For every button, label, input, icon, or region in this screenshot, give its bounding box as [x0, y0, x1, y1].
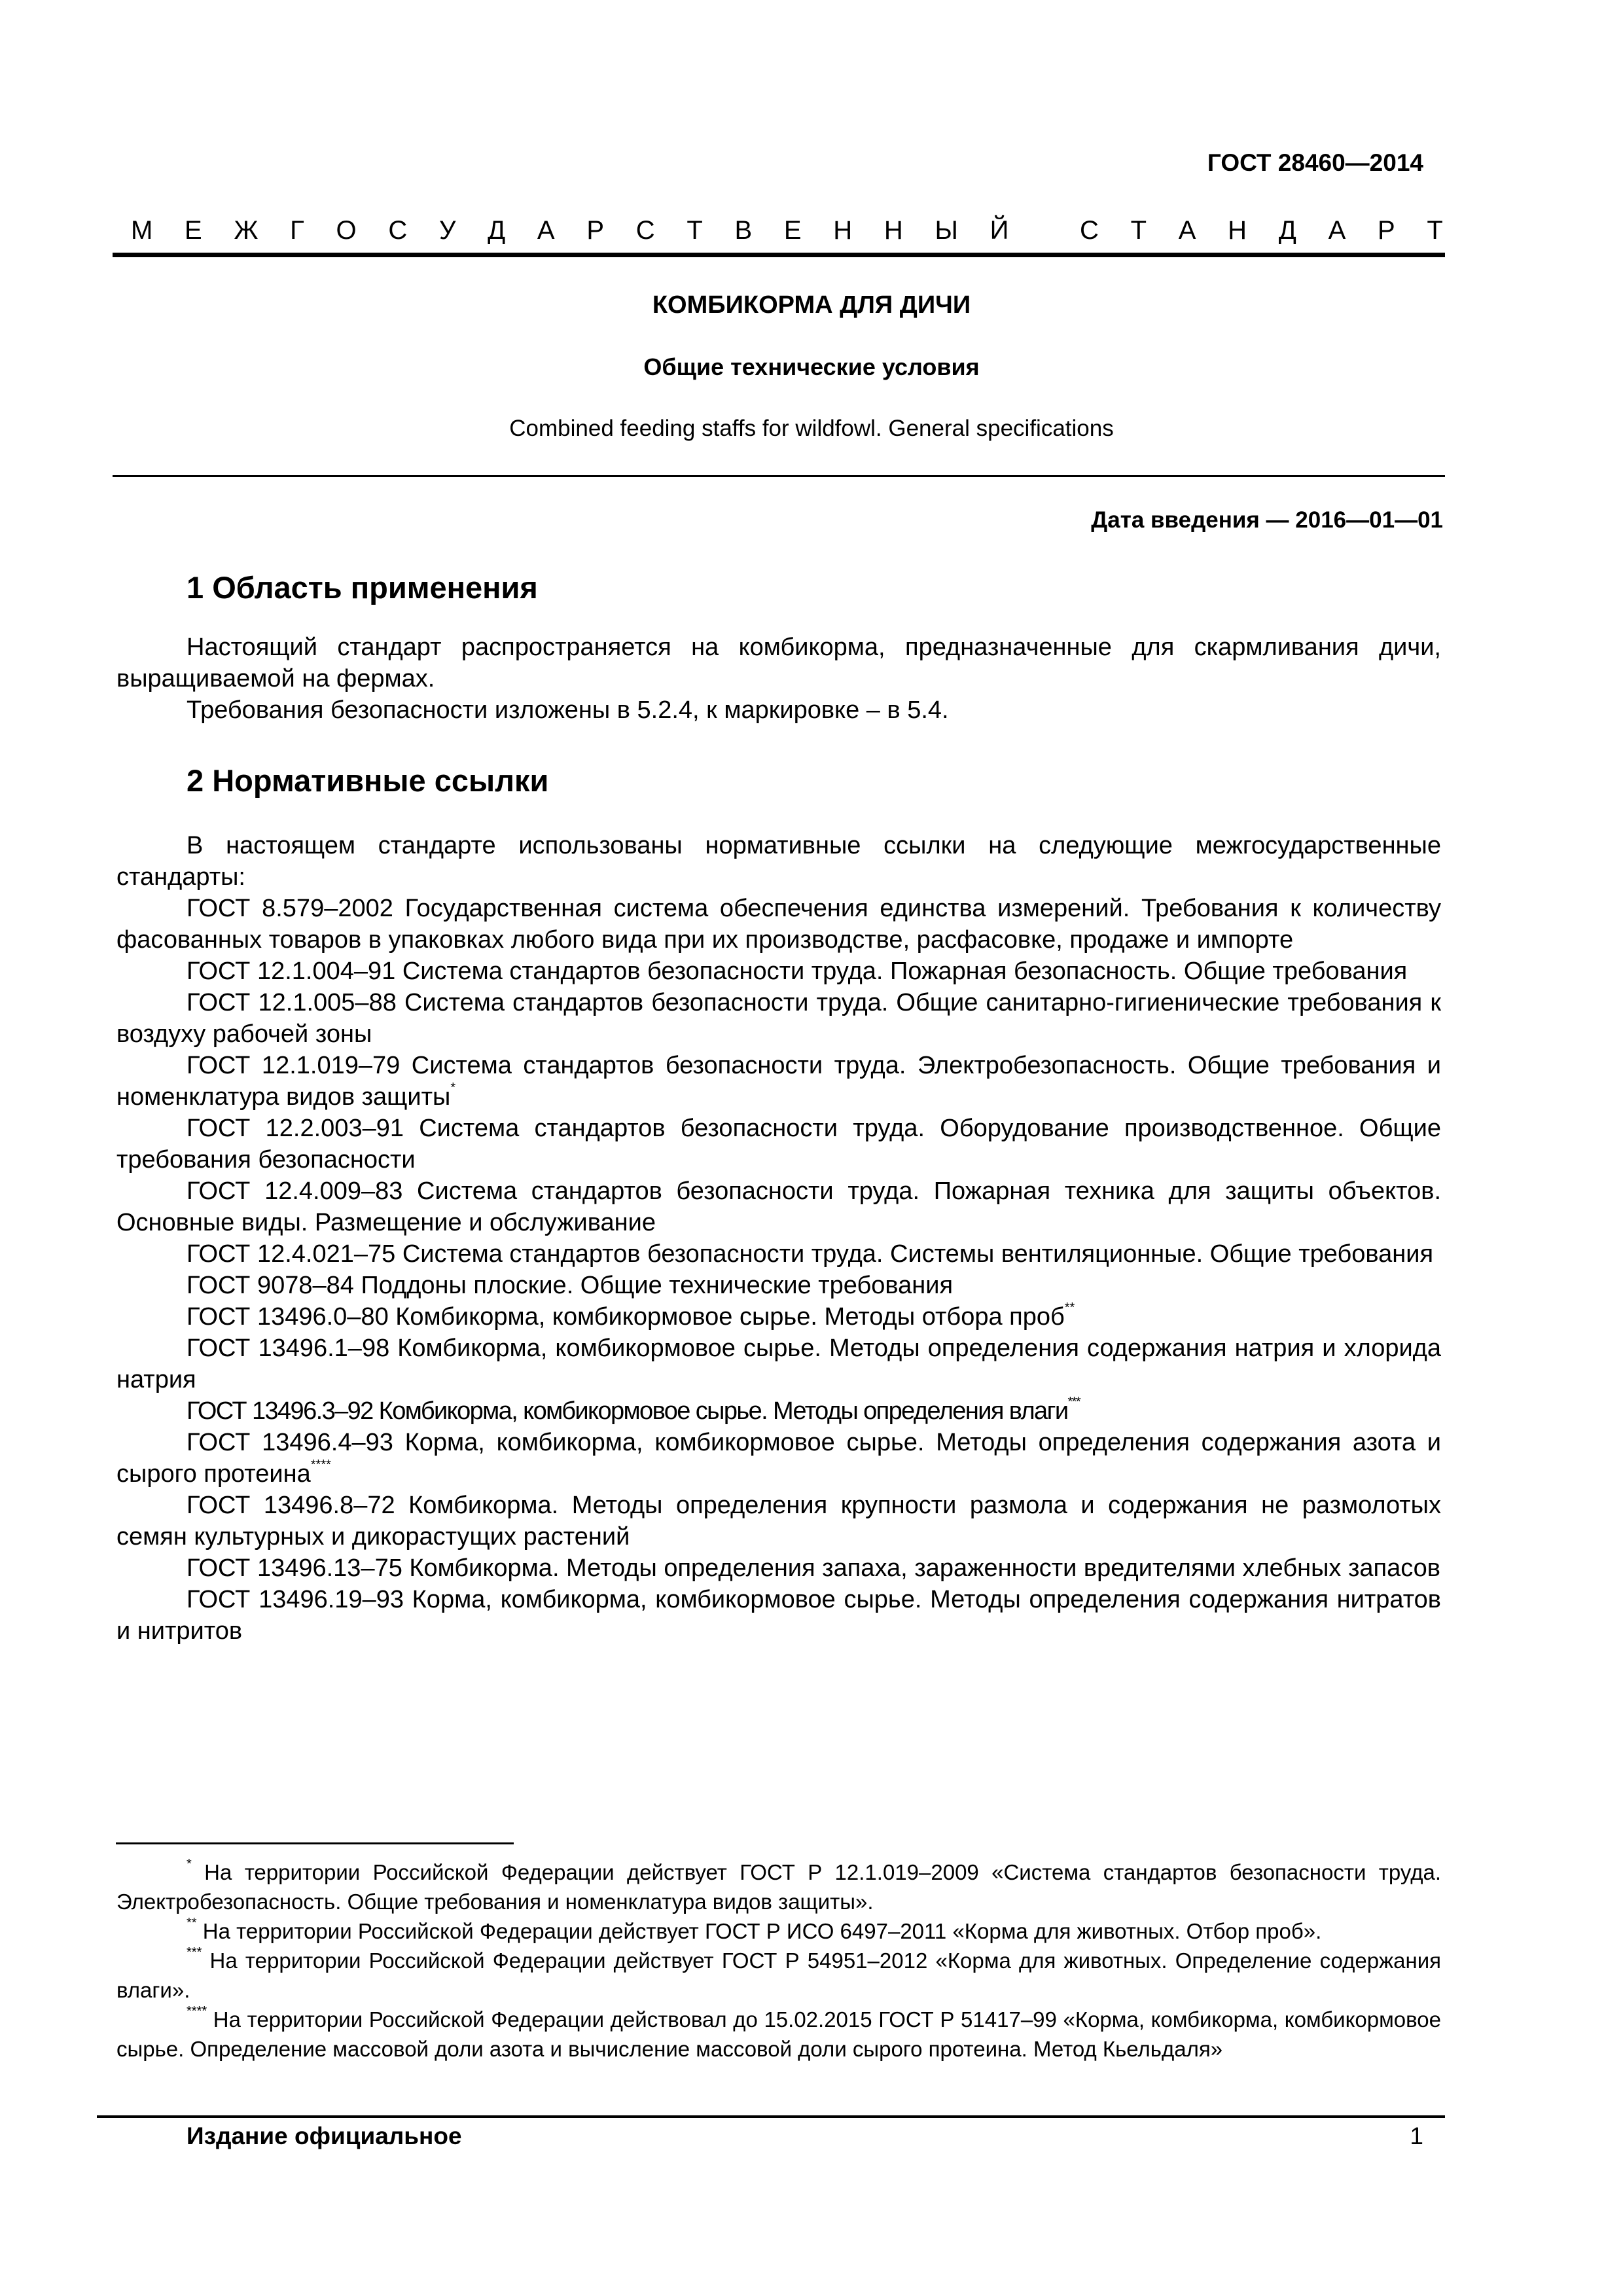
reference-text: ГОСТ 13496.0–80 Комбикорма, комбикормовое сырье. Методы отбора проб	[187, 1303, 1065, 1331]
document-number: ГОСТ 28460—2014	[1207, 149, 1423, 176]
section-scope-body	[116, 632, 1441, 726]
banner-letter: Н	[833, 216, 853, 245]
reference-text: ГОСТ 12.1.004–91 Система стандартов безопасности труда. Пожарная безопасность. Общие требования	[187, 958, 1408, 985]
section-references-body	[116, 830, 1441, 1647]
banner-letter: С	[635, 216, 655, 245]
reference-item	[116, 1301, 1441, 1333]
reference-item	[116, 1113, 1441, 1175]
footnote-mark: **	[187, 1916, 197, 1930]
footnote	[116, 1857, 1441, 1916]
footnote-mark: ****	[187, 2004, 207, 2018]
footnote-separator	[116, 1842, 514, 1844]
document-title: КОМБИКОРМА ДЛЯ ДИЧИ	[652, 291, 971, 319]
footnote	[116, 1916, 1441, 1946]
banner-letter: Р	[586, 216, 604, 245]
banner-letter: Г	[290, 216, 304, 245]
reference-text: ГОСТ 12.1.005–88 Система стандартов безопасности труда. Общие санитарно-гигиенические требования к воздуху рабочей зоны	[116, 989, 1441, 1048]
banner-letter: Н	[1228, 216, 1247, 245]
banner-letter: Ж	[234, 216, 259, 245]
banner-letter: В	[734, 216, 753, 245]
reference-text: ГОСТ 8.579–2002 Государственная система обеспечения единства измерений. Требования к количеству фасованных товаров в упаковках любого вида при их производстве, расфасовке, продаже и импорте	[116, 895, 1441, 954]
reference-item	[116, 1333, 1441, 1395]
reference-item	[116, 1552, 1441, 1584]
banner-letter: Д	[488, 216, 506, 245]
reference-item	[116, 987, 1441, 1050]
banner-letter: Е	[185, 216, 202, 245]
banner-letter: Й	[990, 216, 1009, 245]
section-heading-references: 2 Нормативные ссылки	[187, 763, 549, 798]
paragraph: В настоящем стандарте использованы нормативные ссылки на следующие межгосударственные стандарты:	[116, 832, 1441, 891]
reference-item	[116, 956, 1441, 987]
reference-text: ГОСТ 13496.1–98 Комбикорма, комбикормовое сырье. Методы определения содержания натрия и хлорида натрия	[116, 1335, 1441, 1393]
document-subtitle: Общие технические условия	[643, 353, 980, 380]
reference-item	[116, 1050, 1441, 1113]
banner-letter: М	[131, 216, 153, 245]
footnote-text: На территории Российской Федерации действовал до 15.02.2015 ГОСТ Р 51417–99 «Корма, комбикорма, комбикормовое сырье. Определение массовой доли азота и вычисление массовой доли сырого протеина. Метод Кьельдаля»	[116, 2007, 1441, 2061]
footnote-mark: ***	[187, 1945, 202, 1960]
edition-label: Издание официальное	[187, 2123, 462, 2149]
banner-letter: Н	[883, 216, 903, 245]
footnote-mark: *	[187, 1857, 192, 1871]
banner-letter: Т	[1427, 216, 1443, 245]
reference-item	[116, 1395, 1441, 1427]
banner-letter: А	[537, 216, 555, 245]
reference-text: ГОСТ 12.4.021–75 Система стандартов безопасности труда. Системы вентиляционные. Общие требования	[187, 1240, 1434, 1268]
footnote-mark[interactable]: ****	[310, 1458, 331, 1472]
banner-gap	[1041, 216, 1048, 245]
banner-letter: С	[388, 216, 408, 245]
reference-item	[116, 893, 1441, 956]
footnote	[116, 2005, 1441, 2064]
reference-item	[116, 1270, 1441, 1301]
banner-letter: У	[438, 216, 456, 245]
reference-text: ГОСТ 12.2.003–91 Система стандартов безопасности труда. Оборудование производственное. Общие требования безопасности	[116, 1115, 1441, 1174]
reference-text: ГОСТ 12.1.019–79 Система стандартов безопасности труда. Электробезопасность. Общие требования и номенклатура видов защиты	[116, 1052, 1441, 1111]
interstate-standard-banner	[131, 216, 1443, 245]
banner-letter: Ы	[935, 216, 958, 245]
banner-letter: Е	[783, 216, 802, 245]
reference-item	[116, 1427, 1441, 1490]
reference-item	[116, 1238, 1441, 1270]
footnote-text: На территории Российской Федерации действует ГОСТ Р 12.1.019–2009 «Система стандартов безопасности труда. Электробезопасность. Общие требования и номенклатура видов защиты».	[116, 1860, 1442, 1914]
footnote-text: На территории Российской Федерации действует ГОСТ Р 54951–2012 «Корма для животных. Определение содержания влаги».	[116, 1948, 1442, 2002]
banner-letter: А	[1328, 216, 1346, 245]
reference-text: ГОСТ 13496.4–93 Корма, комбикорма, комбикормовое сырье. Методы определения содержания азота и сырого протеина	[116, 1429, 1441, 1488]
english-title: Combined feeding staffs for wildfowl. General specifications	[509, 416, 1114, 441]
banner-letter: Т	[687, 216, 703, 245]
reference-text: ГОСТ 12.4.009–83 Система стандартов безопасности труда. Пожарная техника для защиты объектов. Основные виды. Размещение и обслуживание	[116, 1177, 1441, 1236]
footnote-mark[interactable]: ***	[1067, 1395, 1080, 1409]
reference-text: ГОСТ 13496.3–92 Комбикорма, комбикормовое сырье. Методы определения влаги	[187, 1397, 1068, 1425]
banner-letter: Т	[1130, 216, 1147, 245]
footnote-mark[interactable]: **	[1064, 1300, 1075, 1315]
paragraph: Настоящий стандарт распространяется на комбикорма, предназначенные для скармливания дичи, выращиваемой на фермах.	[116, 634, 1441, 692]
reference-text: ГОСТ 13496.19–93 Корма, комбикорма, комбикормовое сырье. Методы определения содержания нитратов и нитритов	[116, 1586, 1441, 1645]
reference-text: ГОСТ 9078–84 Поддоны плоские. Общие технические требования	[187, 1272, 954, 1299]
footnote-text: На территории Российской Федерации действует ГОСТ Р ИСО 6497–2011 «Корма для животных. Отбор проб».	[202, 1919, 1322, 1943]
banner-letter: С	[1079, 216, 1099, 245]
footnotes	[116, 1857, 1441, 2064]
banner-letter: Д	[1278, 216, 1296, 245]
footnote	[116, 1946, 1441, 2005]
section-heading-scope: 1 Область применения	[187, 570, 538, 605]
title-rule	[113, 475, 1445, 477]
header-rule	[113, 253, 1445, 257]
reference-item	[116, 1175, 1441, 1238]
page-number: 1	[1410, 2123, 1423, 2149]
footnote-mark[interactable]: *	[450, 1081, 456, 1095]
introduction-date: Дата введения — 2016—01—01	[1091, 507, 1443, 533]
reference-item	[116, 1490, 1441, 1552]
footer-rule	[97, 2115, 1445, 2118]
banner-letter: О	[336, 216, 357, 245]
paragraph: Требования безопасности изложены в 5.2.4, к маркировке – в 5.4.	[187, 696, 949, 724]
banner-letter: А	[1178, 216, 1196, 245]
reference-text: ГОСТ 13496.13–75 Комбикорма. Методы определения запаха, зараженности вредителями хлебных запасов	[187, 1554, 1440, 1582]
reference-text: ГОСТ 13496.8–72 Комбикорма. Методы определения крупности размола и содержания не размолотых семян культурных и дикорастущих растений	[116, 1492, 1441, 1551]
banner-letter: Р	[1377, 216, 1395, 245]
reference-item	[116, 1584, 1441, 1647]
